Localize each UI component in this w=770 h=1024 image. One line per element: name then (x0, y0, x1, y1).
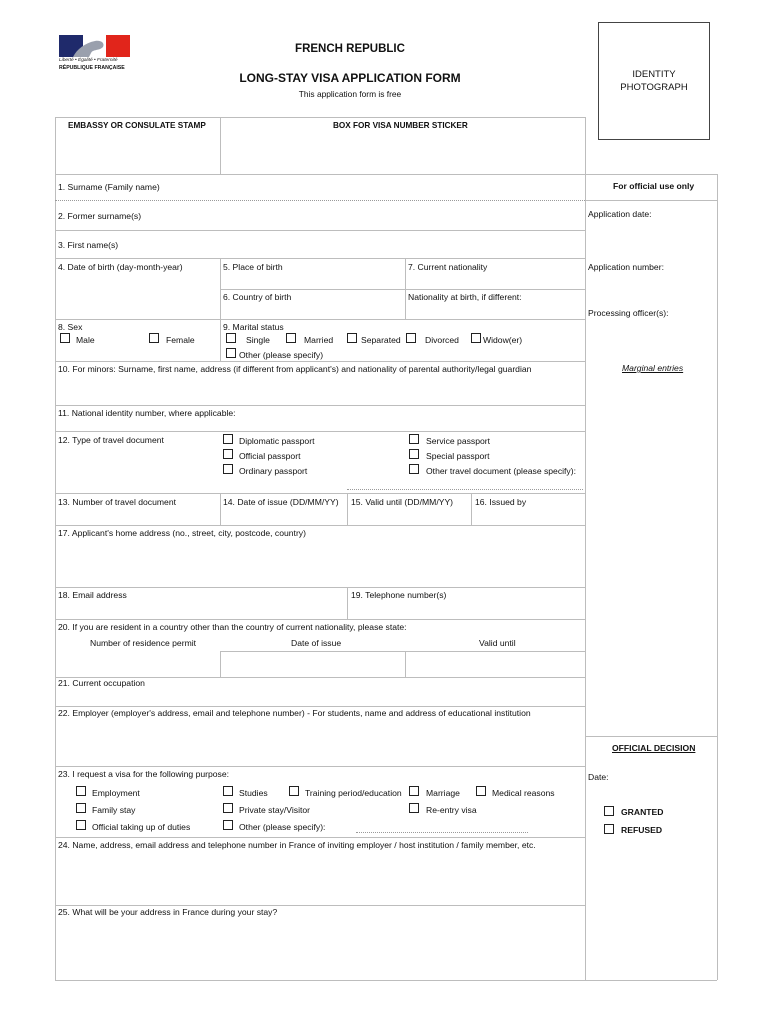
td-diplomatic-checkbox[interactable] (223, 434, 233, 444)
sex-female-label: Female (166, 335, 195, 345)
occupation-label: 21. Current occupation (58, 678, 145, 688)
residence-permit-input[interactable] (56, 652, 219, 676)
form-subtitle: This application form is free (298, 89, 402, 99)
residence-issue-input[interactable] (221, 652, 404, 676)
official-use-title: For official use only (613, 181, 695, 191)
sex-label: 8. Sex (58, 322, 83, 332)
former-surname-input[interactable] (56, 221, 584, 230)
purpose-private-checkbox[interactable] (223, 803, 233, 813)
marginal-entries-label: Marginal entries (622, 363, 684, 373)
purpose-private-label: Private stay/Visitor (239, 805, 311, 815)
visa-purpose-label: 23. I request a visa for the following purpose: (58, 769, 230, 779)
purpose-medical-label: Medical reasons (492, 788, 555, 798)
purpose-employment-checkbox[interactable] (76, 786, 86, 796)
purpose-training-checkbox[interactable] (289, 786, 299, 796)
purpose-official-checkbox[interactable] (76, 820, 86, 830)
photo-label-2: PHOTOGRAPH (620, 82, 688, 93)
former-surname-label: 2. Former surname(s) (58, 211, 142, 221)
td-service-label: Service passport (426, 436, 491, 446)
email-input[interactable] (56, 601, 346, 618)
address-in-france-label: 25. What will be your address in France during your stay? (58, 907, 278, 917)
decision-date-label: Date: (588, 772, 609, 782)
first-names-input[interactable] (56, 250, 584, 258)
marital-married-label: Married (304, 335, 334, 345)
surname-input[interactable] (56, 192, 584, 200)
form-title: LONG-STAY VISA APPLICATION FORM (239, 71, 461, 85)
sex-male-checkbox[interactable] (60, 333, 70, 343)
official-decision-title: OFFICIAL DECISION (612, 743, 696, 753)
marital-single-checkbox[interactable] (226, 333, 236, 343)
purpose-family-checkbox[interactable] (76, 803, 86, 813)
country-title: FRENCH REPUBLIC (295, 43, 405, 55)
purpose-medical-checkbox[interactable] (476, 786, 486, 796)
home-address-label: 17. Applicant's home address (no., street, city, postcode, country) (58, 528, 306, 538)
travel-doc-number-label: 13. Number of travel document (58, 497, 176, 507)
residence-issue-label: Date of issue (291, 638, 342, 648)
purpose-other-checkbox[interactable] (223, 820, 233, 830)
td-official-checkbox[interactable] (223, 449, 233, 459)
td-special-label: Special passport (426, 451, 490, 461)
inviting-host-input[interactable] (56, 852, 584, 904)
current-nationality-label: 7. Current nationality (408, 262, 488, 272)
marital-separated-label: Separated (361, 335, 401, 345)
td-other-label: Other travel document (please specify): (426, 466, 576, 476)
refused-label: REFUSED (621, 825, 663, 835)
residence-label: 20. If you are resident in a country other than the country of current nationality, please state: (58, 622, 407, 632)
current-nationality-input[interactable] (406, 273, 584, 288)
home-address-input[interactable] (56, 540, 584, 586)
marital-single-label: Single (246, 335, 270, 345)
marital-widow-label: Widow(er) (483, 335, 523, 345)
employer-label: 22. Employer (employer's address, email and telephone number) - For students, name and address of educational institution (58, 708, 531, 718)
place-of-birth-label: 5. Place of birth (223, 262, 283, 272)
sex-female-checkbox[interactable] (149, 333, 159, 343)
nationality-at-birth-label: Nationality at birth, if different: (408, 292, 522, 302)
purpose-training-label: Training period/education (305, 788, 402, 798)
marital-married-checkbox[interactable] (286, 333, 296, 343)
td-ordinary-checkbox[interactable] (223, 464, 233, 474)
identity-photograph-box (598, 22, 710, 140)
first-names-label: 3. First name(s) (58, 240, 119, 250)
marianne-logo (59, 35, 130, 57)
residence-valid-label: Valid until (479, 638, 516, 648)
marital-divorced-checkbox[interactable] (406, 333, 416, 343)
application-number-label: Application number: (588, 262, 664, 272)
refused-checkbox[interactable] (604, 824, 614, 834)
visa-sticker-label: BOX FOR VISA NUMBER STICKER (333, 121, 468, 130)
purpose-marriage-label: Marriage (426, 788, 460, 798)
purpose-official-label: Official taking up of duties (92, 822, 191, 832)
telephone-label: 19. Telephone number(s) (351, 590, 447, 600)
issued-by-label: 16. Issued by (475, 497, 527, 507)
sex-male-label: Male (76, 335, 95, 345)
purpose-other-specify-line[interactable] (356, 832, 528, 833)
address-in-france-input[interactable] (56, 919, 584, 979)
granted-checkbox[interactable] (604, 806, 614, 816)
marital-divorced-label: Divorced (425, 335, 459, 345)
logo-caption: RÉPUBLIQUE FRANÇAISE (59, 65, 125, 71)
logo-motto: Liberté • Égalité • Fraternité (59, 58, 118, 63)
date-of-issue-label: 14. Date of issue (DD/MM/YY) (223, 497, 339, 507)
granted-label: GRANTED (621, 807, 664, 817)
marital-widow-checkbox[interactable] (471, 333, 481, 343)
td-other-checkbox[interactable] (409, 464, 419, 474)
valid-until-label: 15. Valid until (DD/MM/YY) (351, 497, 454, 507)
td-other-specify-line[interactable] (347, 489, 583, 490)
employer-input[interactable] (56, 720, 584, 765)
marital-other-label: Other (please specify) (239, 350, 324, 360)
occupation-input[interactable] (56, 689, 584, 705)
photo-label-1: IDENTITY (632, 69, 676, 80)
marital-other-checkbox[interactable] (226, 348, 236, 358)
residence-valid-input[interactable] (406, 652, 584, 676)
embassy-stamp-label: EMBASSY OR CONSULATE STAMP (68, 121, 206, 130)
place-of-birth-input[interactable] (221, 273, 404, 288)
travel-document-type-label: 12. Type of travel document (58, 435, 164, 445)
telephone-input[interactable] (348, 601, 584, 618)
residence-permit-label: Number of residence permit (90, 638, 197, 648)
minors-guardian-label: 10. For minors: Surname, first name, address (if different from applicant's) and nationality of parental authority/legal guardian (58, 364, 532, 374)
td-diplomatic-label: Diplomatic passport (239, 436, 315, 446)
email-label: 18. Email address (58, 590, 127, 600)
purpose-studies-checkbox[interactable] (223, 786, 233, 796)
td-special-checkbox[interactable] (409, 449, 419, 459)
processing-officers-label: Processing officer(s): (588, 308, 669, 318)
national-id-input[interactable] (56, 419, 584, 430)
date-of-birth-label: 4. Date of birth (day-month-year) (58, 262, 183, 272)
td-ordinary-label: Ordinary passport (239, 466, 308, 476)
td-official-label: Official passport (239, 451, 301, 461)
country-of-birth-label: 6. Country of birth (223, 292, 292, 302)
td-service-checkbox[interactable] (409, 434, 419, 444)
purpose-marriage-checkbox[interactable] (409, 786, 419, 796)
application-date-label: Application date: (588, 209, 652, 219)
purpose-studies-label: Studies (239, 788, 268, 798)
nationality-at-birth-input[interactable] (406, 303, 584, 318)
country-of-birth-input[interactable] (221, 303, 404, 318)
purpose-reentry-label: Re-entry visa (426, 805, 477, 815)
national-id-label: 11. National identity number, where applicable: (58, 408, 236, 418)
purpose-reentry-checkbox[interactable] (409, 803, 419, 813)
marital-status-label: 9. Marital status (223, 322, 284, 332)
purpose-other-label: Other (please specify): (239, 822, 326, 832)
marital-separated-checkbox[interactable] (347, 333, 357, 343)
surname-label: 1. Surname (Family name) (58, 182, 160, 192)
date-of-birth-input[interactable] (56, 273, 219, 318)
minors-guardian-input[interactable] (56, 376, 584, 404)
purpose-family-label: Family stay (92, 805, 136, 815)
purpose-employment-label: Employment (92, 788, 140, 798)
inviting-host-label: 24. Name, address, email address and telephone number in France of inviting employer / host institution / family member, etc. (58, 840, 536, 850)
